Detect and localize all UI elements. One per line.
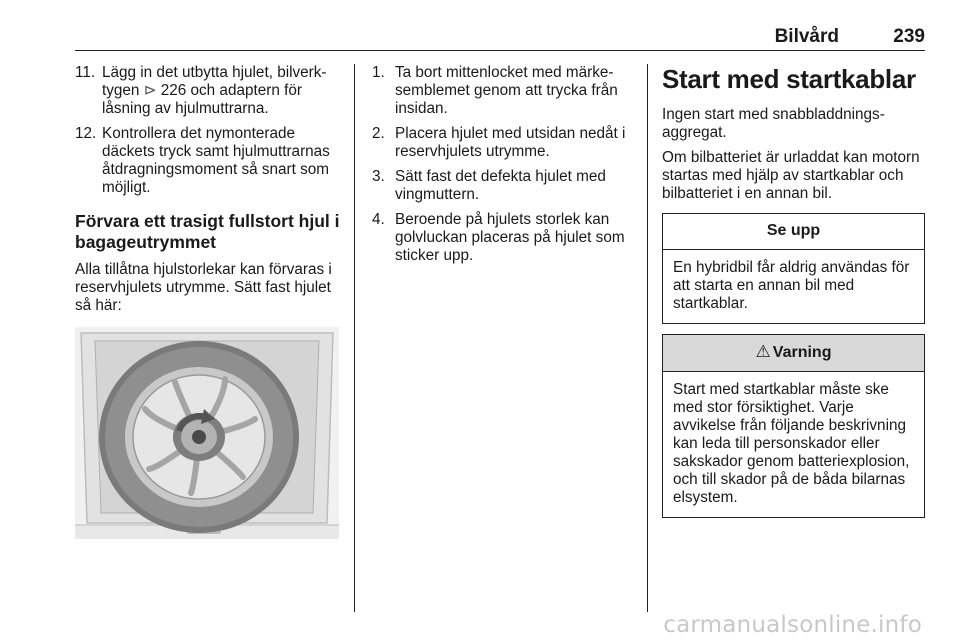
step-number: 11. xyxy=(75,64,96,81)
warning-title: Varning xyxy=(772,344,832,361)
warning-text: Start med startkablar måste ske med stor försiktighet. Varje avvikelse från följande beskrivning kan leda till personskador eller sakskador genom batteriexplosion, och till skador på de båda bilarnas elsystem. xyxy=(673,381,910,506)
step-text: Placera hjulet med utsidan nedåt i reservhjulets utrymme. xyxy=(395,125,626,160)
spare-wheel-drawing xyxy=(75,327,339,539)
section-heading: Förvara ett trasigt fullstort hjul i bagageutrymmet xyxy=(75,211,340,252)
step-number: 2. xyxy=(372,125,385,142)
step-text: Sätt fast det defekta hjulet med vingmuttern. xyxy=(395,168,606,203)
warning-header xyxy=(663,335,924,372)
watermark: carmanualsonline.info xyxy=(663,612,922,638)
step-number: 4. xyxy=(372,211,385,228)
spare-wheel-illustration xyxy=(75,327,339,539)
step-item xyxy=(75,64,343,118)
warning-icon: ⚠ xyxy=(755,342,771,361)
column-divider xyxy=(354,64,355,612)
step-number: 1. xyxy=(372,64,385,81)
paragraph: Om bilbatteriet är urladdat kan motorn startas med hjälp av startkablar och bilbatteriet i en annan bil. xyxy=(662,149,920,202)
arrow-ref-icon[interactable]: ⊳ xyxy=(143,82,157,99)
paragraph: Alla tillåtna hjulstorlekar kan förvaras i reservhjulets utrymme. Sätt fast hjulet så här: xyxy=(75,261,332,314)
caution-title: Se upp xyxy=(663,214,924,250)
page-number: 239 xyxy=(893,26,925,47)
warning-box xyxy=(662,334,925,518)
step-text: Lägg in det utbytta hjulet, bilverktygen xyxy=(102,64,327,99)
caution-text: En hybridbil får aldrig användas för att starta en annan bil med startkablar. xyxy=(673,259,910,312)
step-item xyxy=(364,125,636,161)
column-middle xyxy=(364,64,636,272)
step-text: 226 och adaptern för låsning av hjulmuttrarna. xyxy=(102,82,302,117)
step-text: Ta bort mittenlocket med märkesemblemet genom att trycka från insidan. xyxy=(395,64,618,117)
paragraph: Ingen start med snabbladdningsaggregat. xyxy=(662,106,885,141)
step-number: 3. xyxy=(372,168,385,185)
step-item xyxy=(75,125,343,197)
step-text: Kontrollera det nymonterade däckets tryck samt hjulmuttrarnas åtdragningsmoment så snart som möjligt. xyxy=(102,125,330,196)
section-title: Bilvård xyxy=(774,26,839,47)
main-heading: Start med startkablar xyxy=(662,64,916,94)
caution-box xyxy=(662,213,925,324)
column-right xyxy=(662,64,925,518)
step-item xyxy=(364,168,636,204)
step-text: Beroende på hjulets storlek kan golvluckan placeras på hjulet som sticker upp. xyxy=(395,211,625,264)
step-item xyxy=(364,64,636,118)
step-item xyxy=(364,211,636,265)
column-left xyxy=(75,64,343,539)
column-divider xyxy=(647,64,648,612)
page-header xyxy=(75,14,925,51)
step-number: 12. xyxy=(75,125,97,142)
